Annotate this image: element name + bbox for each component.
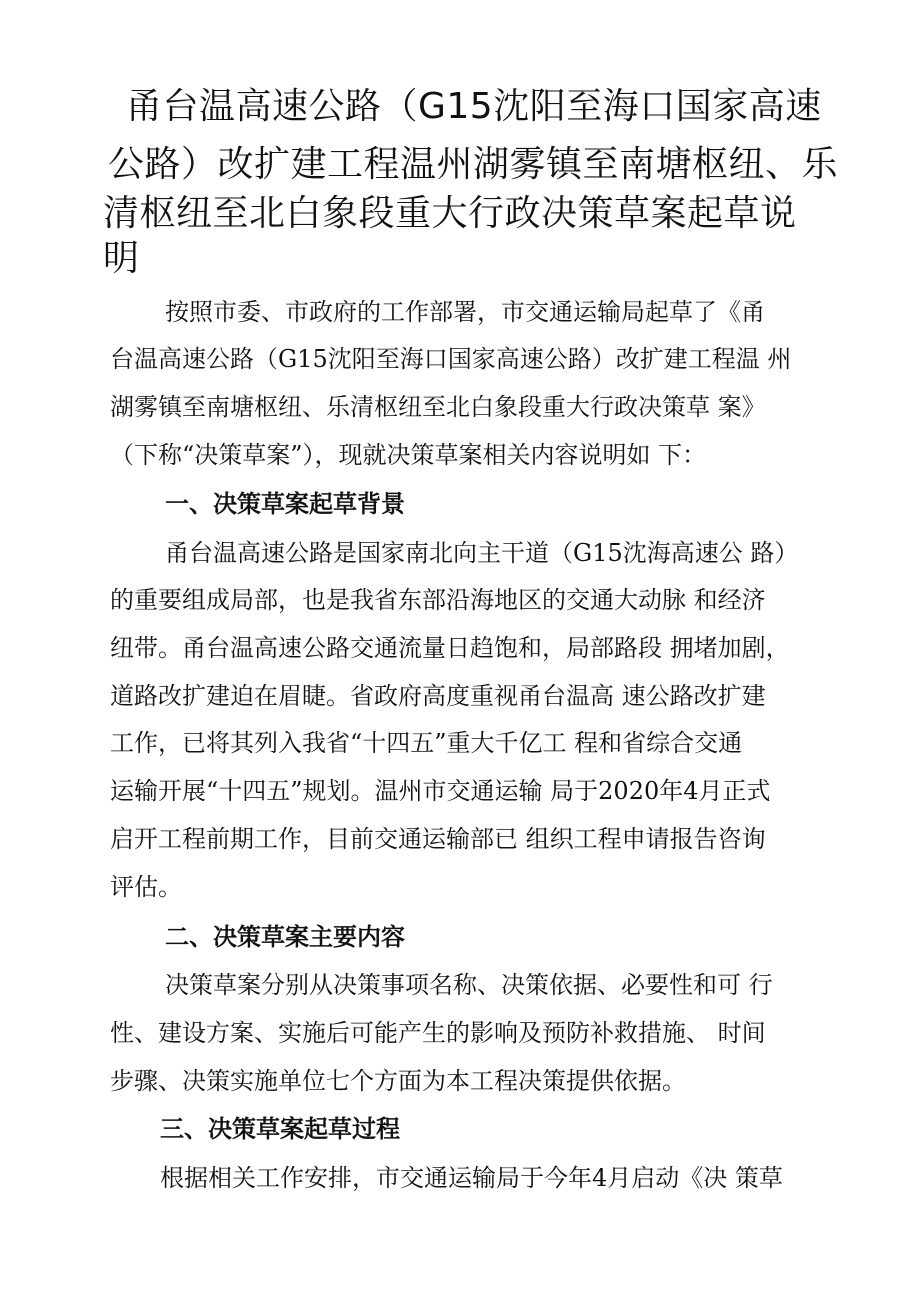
section1-line-4: 道路改扩建迫在眉睫。省政府高度重视甬台温高 速公路改扩建 (110, 682, 766, 710)
document-title-line-3: 清枢纽至北白象段重大行政决策草案起草说 (103, 193, 797, 234)
section2-line-3: 步骤、决策实施单位七个方面为本工程决策提供依据。 (110, 1067, 686, 1095)
intro-line-4: （下称“决策草案”），现就决策草案相关内容说明如 下： (110, 441, 707, 469)
section-heading-drafting-process: 三、决策草案起草过程 (160, 1115, 400, 1143)
section1-line-2: 的重要组成局部，也是我省东部沿海地区的交通大动脉 和经济 (110, 586, 766, 614)
section1-line-1: 甬台温高速公路是国家南北向主干道（G15沈海高速公 路） (165, 539, 799, 567)
section2-line-2: 性、建设方案、实施后可能产生的影响及预防补救措施、 时间 (110, 1019, 766, 1047)
section1-line-7: 启开工程前期工作，目前交通运输部已 组织工程申请报告咨询 (110, 825, 766, 853)
section-heading-background: 一、决策草案起草背景 (165, 490, 405, 518)
document-title-line-1: 甬台温高速公路（G15沈阳至海口国家高速 (126, 86, 822, 127)
intro-line-3: 湖雾镇至南塘枢纽、乐清枢纽至北白象段重大行政决策草 案》 (110, 393, 766, 421)
section1-line-5: 工作，已将其列入我省“十四五”重大千亿工 程和省综合交通 (110, 729, 743, 757)
section2-line-1: 决策草案分别从决策事项名称、决策依据、必要性和可 行 (165, 971, 773, 999)
document-title-line-4: 明 (103, 238, 140, 279)
intro-line-2: 台温高速公路（G15沈阳至海口国家高速公路）改扩建工程温 州 (110, 345, 792, 373)
section-heading-main-content: 二、决策草案主要内容 (165, 923, 405, 951)
document-title-line-2: 公路）改扩建工程温州湖雾镇至南塘枢纽、乐 (108, 144, 839, 185)
section1-line-6: 运输开展“十四五”规划。温州市交通运输 局于2020年4月正式 (110, 777, 771, 805)
section1-line-3: 纽带。甬台温高速公路交通流量日趋饱和，局部路段 拥堵加剧， (110, 634, 790, 662)
section3-line-1: 根据相关工作安排，市交通运输局于今年4月启动《决 策草 (160, 1164, 783, 1192)
intro-line-1: 按照市委、市政府的工作部署，市交通运输局起草了《甬 (165, 298, 765, 326)
section1-line-8: 评估。 (110, 873, 182, 901)
